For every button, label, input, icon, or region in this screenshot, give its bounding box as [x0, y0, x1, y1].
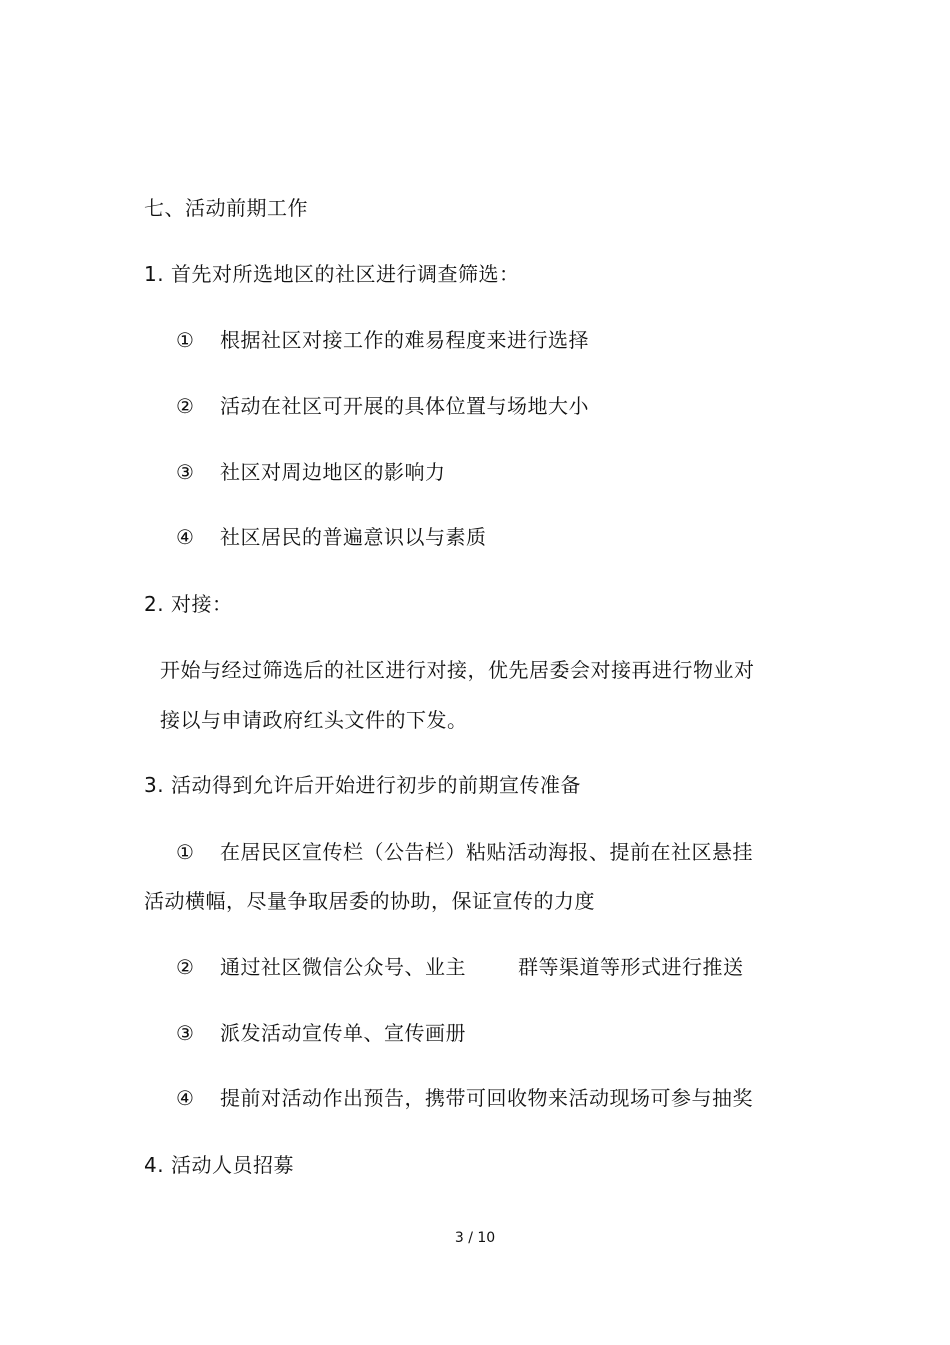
item1-sub1 — [176, 326, 589, 354]
item1-sub1-marker: ① — [176, 328, 195, 352]
item3-heading: 3. 活动得到允许后开始进行初步的前期宣传准备 — [144, 773, 581, 797]
item3-sub4 — [176, 1084, 753, 1112]
item2-para-line2: 接以与申请政府红头文件的下发。 — [160, 708, 468, 732]
page-total: 10 — [477, 1230, 496, 1246]
item1-sub3 — [176, 458, 446, 486]
item3-sub2-text-a: 通过社区微信公众号、业主 — [220, 955, 466, 979]
item2-para-line1: 开始与经过筛选后的社区进行对接，优先居委会对接再进行物业对 — [160, 658, 755, 682]
item3-sub1-line2: 活动横幅，尽量争取居委的协助，保证宣传的力度 — [144, 889, 595, 913]
item1-sub2-marker: ② — [176, 394, 195, 418]
item3-sub2 — [176, 953, 744, 981]
item3-sub1-text: 在居民区宣传栏（公告栏）粘贴活动海报、提前在社区悬挂 — [220, 840, 753, 864]
item3-sub2-marker: ② — [176, 955, 195, 979]
item1-sub2-text: 活动在社区可开展的具体位置与场地大小 — [220, 394, 589, 418]
page-number — [0, 1228, 950, 1248]
item1-sub1-text: 根据社区对接工作的难易程度来进行选择 — [220, 328, 589, 352]
item1-sub3-text: 社区对周边地区的影响力 — [220, 460, 446, 484]
item1-sub2 — [176, 392, 589, 420]
item1-sub3-marker: ③ — [176, 460, 195, 484]
item1-sub4-marker: ④ — [176, 525, 195, 549]
page-separator: / — [468, 1230, 473, 1246]
item1-sub4-text: 社区居民的普遍意识以与素质 — [220, 525, 487, 549]
item3-sub2-text-b: 群等渠道等形式进行推送 — [518, 955, 744, 979]
item3-sub3 — [176, 1019, 466, 1047]
section-title: 七、活动前期工作 — [144, 196, 308, 220]
item3-sub1-marker: ① — [176, 840, 195, 864]
item2-heading: 2. 对接： — [144, 592, 233, 616]
item3-sub4-text: 提前对活动作出预告，携带可回收物来活动现场可参与抽奖 — [220, 1086, 753, 1110]
page-current: 3 — [454, 1230, 464, 1246]
item1-heading: 1. 首先对所选地区的社区进行调查筛选： — [144, 262, 520, 286]
item1-sub4 — [176, 523, 487, 551]
item3-sub3-marker: ③ — [176, 1021, 195, 1045]
item3-sub3-text: 派发活动宣传单、宣传画册 — [220, 1021, 466, 1045]
item3-sub1-line1 — [176, 838, 753, 866]
item3-sub4-marker: ④ — [176, 1086, 195, 1110]
item4-heading: 4. 活动人员招募 — [144, 1153, 294, 1177]
